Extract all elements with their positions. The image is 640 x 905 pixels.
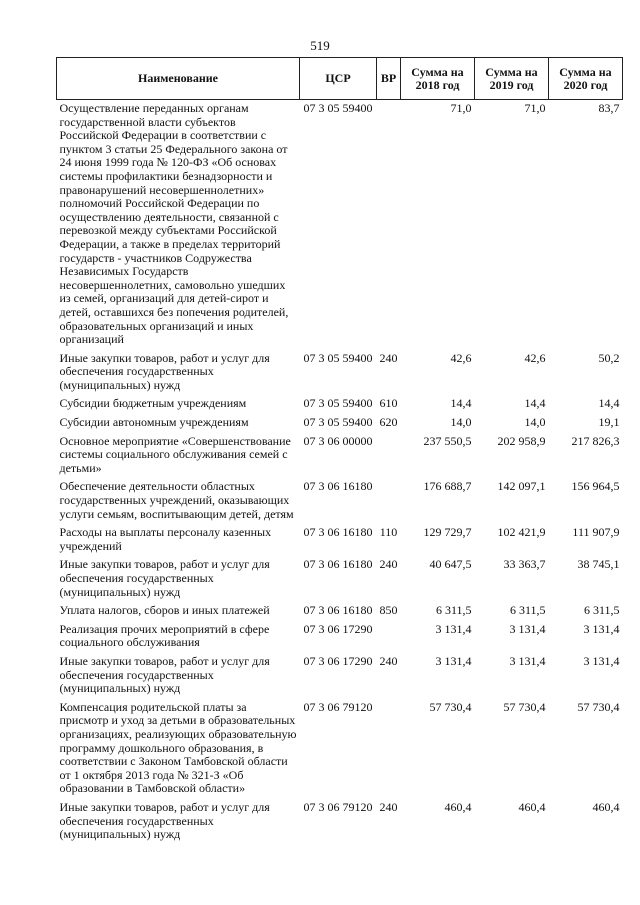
row-vr-code (377, 699, 401, 799)
row-sum-2019: 14,0 (524, 415, 546, 430)
row-name: Субсидии бюджетным учреждениям (59, 396, 247, 411)
row-sum-2018: 57 730,4 (429, 699, 472, 714)
table-row (57, 653, 623, 699)
row-sum-2018: 460,4 (444, 799, 472, 814)
row-vr-code: 110 (379, 525, 398, 540)
row-sum-2019: 42,6 (524, 350, 546, 365)
row-sum-2020: 83,7 (598, 101, 620, 115)
row-sum-2020: 460,4 (592, 799, 620, 814)
row-sum-2020: 50,2 (598, 350, 620, 365)
row-sum-2019: 460,4 (518, 799, 546, 814)
header-vr: ВР (377, 58, 401, 100)
row-csr-code: 07 3 06 00000 (303, 433, 373, 448)
row-csr-code: 07 3 05 59400 (303, 350, 373, 365)
row-vr-code: 610 (379, 396, 398, 411)
row-vr-code (377, 100, 401, 350)
row-csr-code: 07 3 05 59400 (303, 396, 373, 411)
row-csr-code: 07 3 06 16180 (303, 557, 373, 572)
header-sum-2019: Сумма на 2019 год (475, 58, 549, 100)
row-name: Иные закупки товаров, работ и услуг для обеспечения государственных (муниципальных) нужд (59, 799, 270, 842)
table-row (57, 602, 623, 621)
table-row (57, 395, 623, 414)
row-sum-2018: 3 131,4 (435, 653, 472, 668)
row-vr-code: 240 (379, 557, 398, 572)
row-name: Обеспечение деятельности областных государственных учреждений, оказывающих услуги семьям, воспитывающим детей, детям (59, 479, 294, 521)
row-sum-2019: 3 131,4 (509, 653, 546, 668)
row-sum-2019: 71,0 (524, 101, 546, 115)
row-csr-code: 07 3 06 17290 (303, 621, 373, 636)
row-sum-2020: 217 826,3 (571, 433, 620, 448)
row-sum-2020: 156 964,5 (571, 479, 620, 494)
table-row (57, 414, 623, 433)
row-vr-code: 850 (379, 603, 398, 618)
row-vr-code (377, 621, 401, 653)
row-name: Расходы на выплаты персоналу казенных учреждений (59, 525, 272, 553)
row-vr-code (377, 478, 401, 524)
row-sum-2020: 3 131,4 (583, 621, 620, 636)
table-row (57, 799, 623, 845)
row-vr-code: 240 (379, 799, 398, 814)
table-row (57, 621, 623, 653)
row-sum-2020: 19,1 (598, 415, 620, 430)
row-sum-2018: 14,4 (450, 396, 472, 411)
table-row (57, 524, 623, 556)
row-name: Иные закупки товаров, работ и услуг для обеспечения государственных (муниципальных) нужд (59, 653, 270, 696)
table-row (57, 350, 623, 396)
row-csr-code: 07 3 06 16180 (303, 479, 373, 494)
row-sum-2019: 33 363,7 (503, 557, 546, 572)
table-row (57, 100, 623, 350)
row-sum-2018: 237 550,5 (423, 433, 472, 448)
table-row (57, 433, 623, 479)
row-vr-code: 620 (379, 415, 398, 430)
row-name: Субсидии автономным учреждениям (59, 415, 249, 430)
row-sum-2019: 102 421,9 (497, 525, 546, 540)
row-vr-code: 240 (379, 350, 398, 365)
row-csr-code: 07 3 06 16180 (303, 603, 373, 618)
row-sum-2018: 40 647,5 (429, 557, 472, 572)
row-name: Основное мероприятие «Совершенствование системы социального обслуживания семей с детьми» (59, 433, 291, 475)
row-sum-2018: 129 729,7 (423, 525, 472, 540)
row-sum-2018: 42,6 (450, 350, 472, 365)
row-vr-code (377, 433, 401, 479)
row-sum-2019: 14,4 (524, 396, 546, 411)
row-sum-2020: 14,4 (598, 396, 620, 411)
table-row (57, 556, 623, 602)
row-sum-2019: 202 958,9 (497, 433, 546, 448)
table-row (57, 478, 623, 524)
header-sum-2020: Сумма на 2020 год (549, 58, 623, 100)
row-vr-code: 240 (379, 653, 398, 668)
row-sum-2018: 6 311,5 (435, 603, 472, 618)
row-sum-2020: 38 745,1 (577, 557, 620, 572)
row-name: Реализация прочих мероприятий в сфере социального обслуживания (59, 621, 270, 650)
row-name: Уплата налогов, сборов и иных платежей (59, 603, 270, 618)
budget-table (56, 57, 623, 845)
row-sum-2020: 3 131,4 (583, 653, 620, 668)
row-sum-2018: 71,0 (450, 101, 472, 115)
row-name: Иные закупки товаров, работ и услуг для обеспечения государственных (муниципальных) нужд (59, 350, 270, 392)
header-sum-2018: Сумма на 2018 год (401, 58, 475, 100)
row-sum-2019: 3 131,4 (509, 621, 546, 636)
row-csr-code: 07 3 06 79120 (303, 699, 373, 714)
table-header-row (57, 58, 623, 100)
row-csr-code: 07 3 06 79120 (303, 799, 373, 814)
row-sum-2020: 6 311,5 (583, 603, 620, 618)
row-sum-2020: 57 730,4 (577, 699, 620, 714)
table-row (57, 699, 623, 799)
row-name: Осуществление переданных органам государственной власти субъектов Российской Федерации в соответствии с пунктом 3 статьи 25 Федерального закона от 24 июня 1999 года № 120-ФЗ «Об основах системы профилактики безнадзорности и правонарушений несовершеннолетних» полномочий Российской Федерации по осуществлению деятельности, связанной с перевозкой между субъектами Российской Федерации, а также в пределах территорий государств - участников Содружества Независимых Государств несовершеннолетних, самовольно ушедших из семей, организаций для детей-сирот и детей, оставшихся без попечения родителей, образовательных организаций и иных организаций (59, 101, 289, 347)
row-name: Иные закупки товаров, работ и услуг для обеспечения государственных (муниципальных) нужд (59, 557, 270, 599)
row-sum-2019: 142 097,1 (497, 479, 546, 494)
row-csr-code: 07 3 06 16180 (303, 525, 373, 540)
header-csr: ЦСР (300, 58, 377, 100)
row-sum-2018: 176 688,7 (423, 479, 472, 494)
row-sum-2019: 57 730,4 (503, 699, 546, 714)
row-sum-2020: 111 907,9 (572, 525, 620, 540)
row-name: Компенсация родительской платы за присмотр и уход за детьми в образовательных организациях, реализующих образовательную программу дошкольного образования, в соответствии с Законом Тамбовской области от 1 октября 2013 года № 321-З «Об образовании в Тамбовской области» (59, 699, 297, 796)
row-sum-2019: 6 311,5 (509, 603, 546, 618)
table-body (57, 100, 623, 845)
row-csr-code: 07 3 06 17290 (303, 653, 373, 668)
row-sum-2018: 3 131,4 (435, 621, 472, 636)
page-number: 519 (310, 38, 330, 53)
row-csr-code: 07 3 05 59400 (303, 415, 373, 430)
row-csr-code: 07 3 05 59400 (303, 101, 373, 115)
row-sum-2018: 14,0 (450, 415, 472, 430)
header-name: Наименование (57, 58, 300, 100)
